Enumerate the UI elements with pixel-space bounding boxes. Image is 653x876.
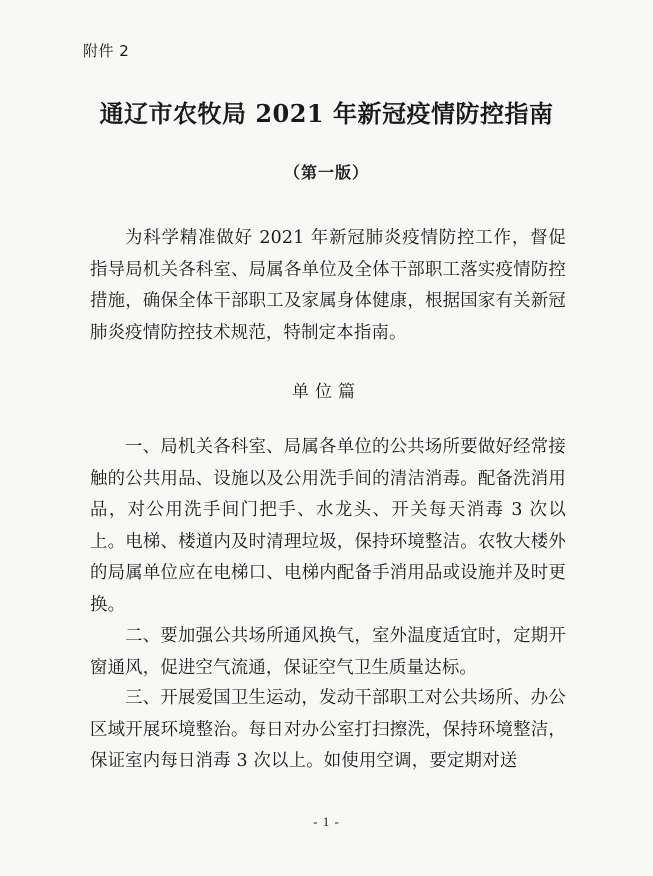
attachment-label: 附件 2: [83, 42, 130, 60]
edition-label: （第一版）: [283, 163, 369, 182]
paragraph-1: 一、局机关各科室、局属各单位的公共场所要做好经常接触的公共用品、设施以及公用洗手间的清洁消毒。配备洗消用品，对公用洗手间门把手、水龙头、开关每天消毒 3 次以上。电梯、楼道内及时清理垃圾，保持环境整洁。农牧大楼外的局属单位应在电梯口、电梯内配备手消用品或设施并及时更换。: [90, 437, 566, 615]
paragraph-2: 二、要加强公共场所通风换气，室外温度适宜时，定期开窗通风，促进空气流通，保证空气卫生质量达标。: [90, 626, 566, 678]
section-heading: 单位篇: [292, 382, 361, 402]
intro-paragraph: 为科学精准做好 2021 年新冠肺炎疫情防控工作，督促指导局机关各科室、局属各单位及全体干部职工落实疫情防控措施，确保全体干部职工及家属身体健康，根据国家有关新冠肺炎疫情防控技术规范，特制定本指南。: [90, 228, 566, 343]
page-number: - 1 -: [313, 814, 340, 829]
document-title: 通辽市农牧局 2021 年新冠疫情防控指南: [99, 99, 554, 128]
paragraph-3: 三、开展爱国卫生运动，发动干部职工对公共场所、办公区域开展环境整治。每日对办公室打扫擦洗，保持环境整洁，保证室内每日消毒 3 次以上。如使用空调，要定期对送: [90, 688, 566, 771]
